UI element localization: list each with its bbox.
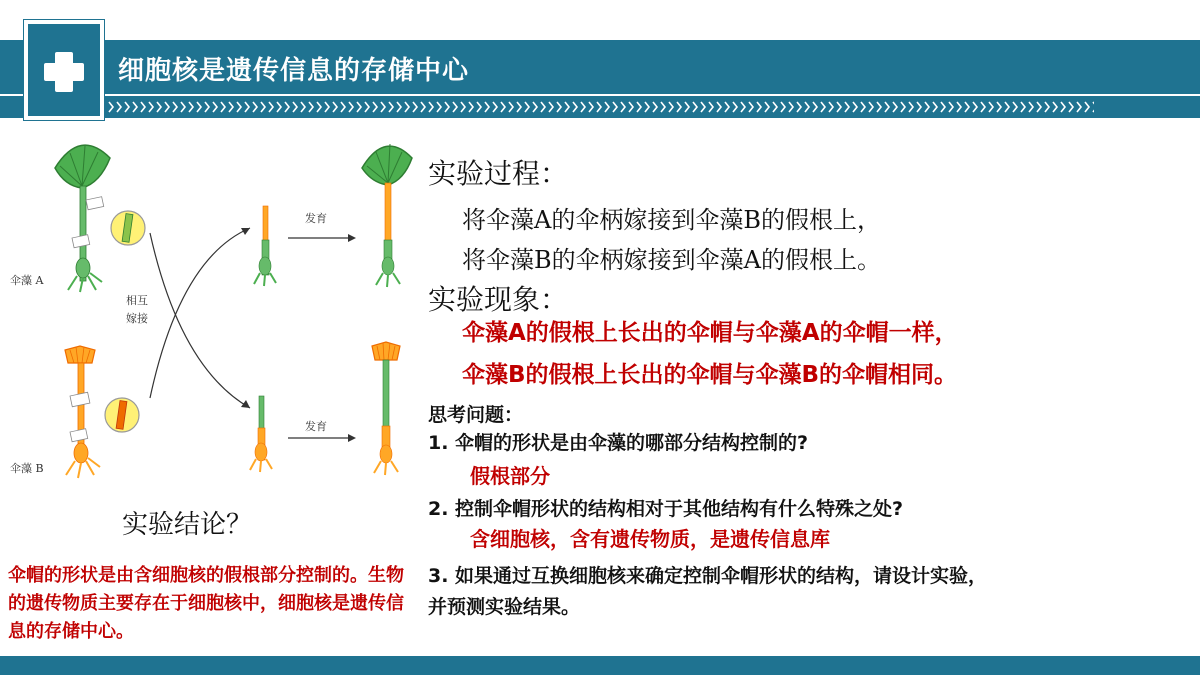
label-develop-top: 发育 (305, 212, 327, 225)
cross-arrow-down (150, 233, 250, 408)
plus-icon (28, 24, 100, 116)
grafted-plant-top (254, 206, 276, 286)
umbrella-algae-diagram (0, 128, 420, 498)
label-plant-b: 伞藻 B (10, 462, 44, 475)
answer-1: 假根部分 (470, 464, 550, 488)
phenomenon-heading: 实验现象： (428, 283, 569, 316)
footer-bar (0, 656, 1200, 675)
plant-b (65, 346, 100, 478)
plant-a (55, 145, 110, 292)
process-line-2: 将伞藻B的伞柄嫁接到伞藻A的假根上。 (462, 246, 881, 274)
process-heading: 实验过程： (428, 157, 569, 190)
magnified-stalk-a (111, 211, 145, 245)
label-mutual-line2: 嫁接 (126, 312, 148, 325)
cross-arrow-up (150, 228, 250, 398)
question-3-line-1: 3. 如果通过互换细胞核来确定控制伞帽形状的结构，请设计实验， (428, 565, 988, 587)
magnified-stalk-b (105, 398, 139, 432)
question-2: 2. 控制伞帽形状的结构相对于其他结构有什么特殊之处? (428, 498, 904, 520)
page-title: 细胞核是遗传信息的存储中心 (118, 56, 470, 86)
question-1: 1. 伞帽的形状是由伞藻的哪部分结构控制的? (428, 432, 809, 454)
phenomenon-line-2: 伞藻B的假根上长出的伞帽与伞藻B的伞帽相同。 (462, 362, 958, 388)
question-3-line-2: 并预测实验结果。 (428, 596, 581, 618)
process-line-1: 将伞藻A的伞柄嫁接到伞藻B的假根上， (462, 206, 881, 234)
result-plant-bottom (372, 342, 400, 475)
chevron-pattern (108, 99, 1094, 115)
phenomenon-line-1: 伞藻A的假根上长出的伞帽与伞藻A的伞帽一样， (462, 320, 958, 346)
label-develop-bottom: 发育 (305, 420, 327, 433)
answer-2: 含细胞核，含有遗传物质，是遗传信息库 (470, 527, 830, 551)
label-plant-a: 伞藻 A (10, 274, 44, 287)
header-icon-box (24, 20, 104, 120)
conclusion-body: 伞帽的形状是由含细胞核的假根部分控制的。生物的遗传物质主要存在于细胞核中，细胞核是遗传信息的存储中心。 (8, 565, 404, 642)
grafted-plant-bottom (250, 396, 272, 472)
questions-heading: 思考问题： (428, 404, 524, 426)
result-plant-top (362, 144, 412, 287)
conclusion-heading: 实验结论？ (122, 510, 253, 540)
label-mutual-line1: 相互 (126, 294, 148, 307)
